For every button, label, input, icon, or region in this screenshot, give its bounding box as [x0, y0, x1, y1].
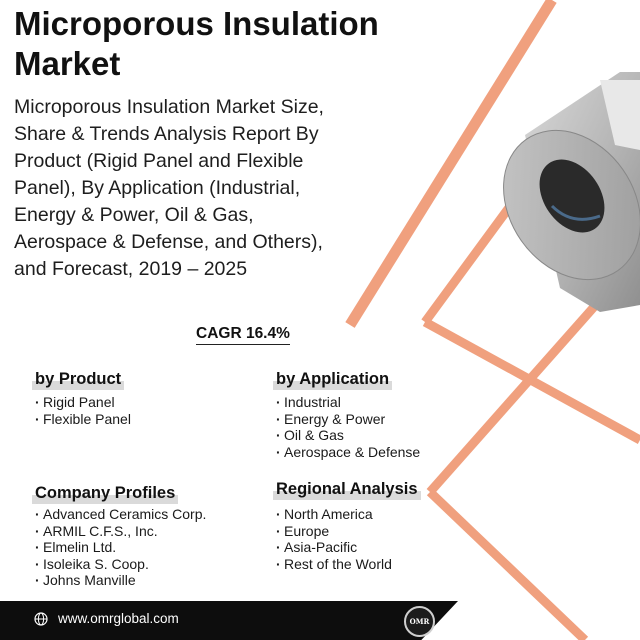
list-item: · Isoleika S. Coop. [35, 556, 206, 573]
website-link[interactable]: www.omrglobal.com [58, 611, 179, 626]
report-subtitle: Microporous Insulation Market Size, Share & Trends Analysis Report By Product (Rigid Panel and Flexible Panel), By Application (Industrial, Energy & Power, Oil & Gas, Aerospace & Defense, and Others), and Forecast, 2019 – 2025 [14, 96, 324, 280]
application-list [276, 394, 420, 460]
list-item: · Asia-Pacific [276, 539, 392, 556]
globe-icon [34, 612, 48, 626]
list-item: · Europe [276, 523, 392, 540]
page-title: Microporous Insulation Market [14, 5, 379, 82]
list-item: · Rigid Panel [35, 394, 131, 411]
regional-analysis-heading: Regional Analysis [273, 480, 421, 500]
list-item: · Oil & Gas [276, 427, 420, 444]
logo-text: OMR [409, 617, 430, 626]
insulation-pipe-image [475, 72, 640, 312]
company-profiles-heading: Company Profiles [32, 484, 178, 504]
list-item: · North America [276, 506, 392, 523]
list-item: · Johns Manville [35, 572, 206, 589]
list-item: · Advanced Ceramics Corp. [35, 506, 206, 523]
company-list [35, 506, 206, 589]
region-list [276, 506, 392, 572]
list-item: · Aerospace & Defense [276, 444, 420, 461]
product-list [35, 394, 131, 427]
by-application-heading: by Application [273, 370, 392, 390]
by-product-heading: by Product [32, 370, 124, 390]
list-item: · Elmelin Ltd. [35, 539, 206, 556]
list-item: · Rest of the World [276, 556, 392, 573]
list-item: · Industrial [276, 394, 420, 411]
list-item: · Energy & Power [276, 411, 420, 428]
omr-logo [404, 606, 435, 637]
list-item: · ARMIL C.F.S., Inc. [35, 523, 206, 540]
list-item: · Flexible Panel [35, 411, 131, 428]
cagr-label: CAGR 16.4% [196, 325, 290, 345]
